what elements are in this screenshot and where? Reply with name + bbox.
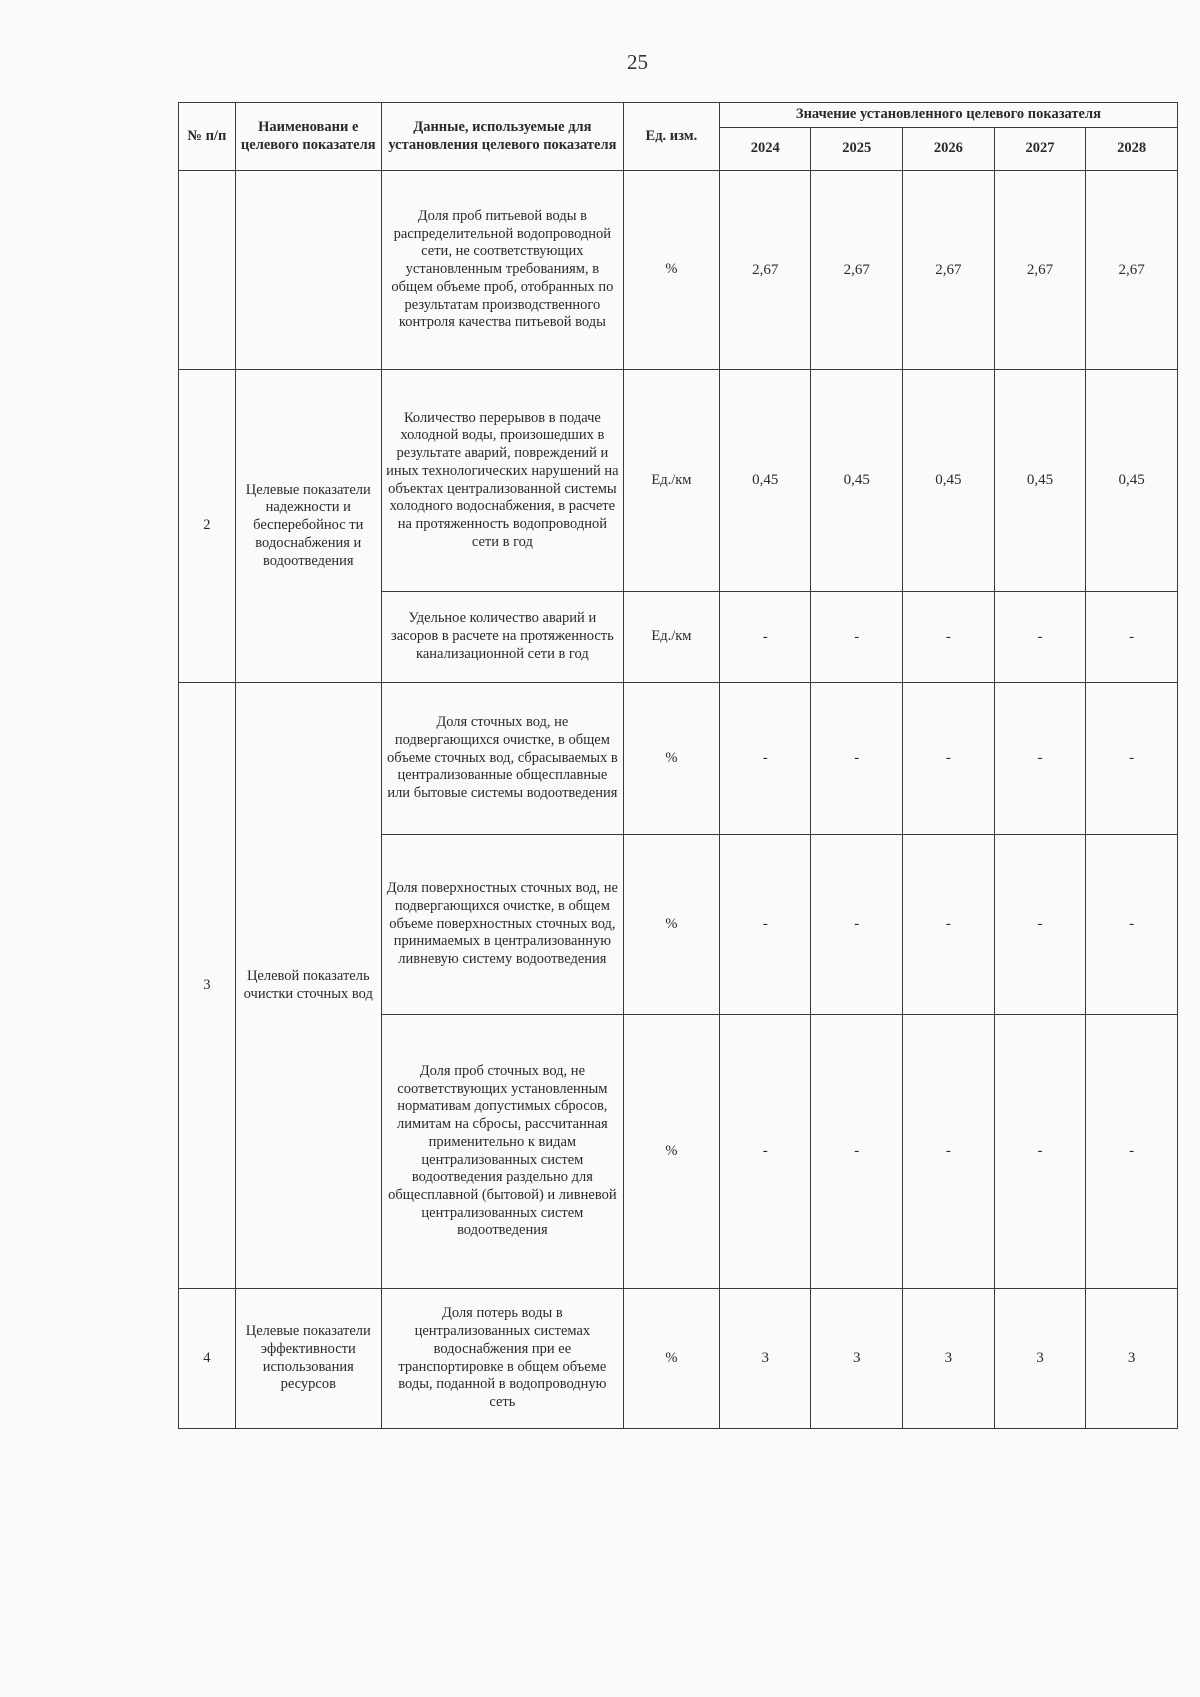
- value-cell: 3: [994, 1289, 1086, 1429]
- unit-cell: %: [623, 1289, 719, 1429]
- indicator-data: Доля потерь воды в централизованных системах водоснабжения при ее транспортировке в общем объеме воды, поданной в водопроводную сеть: [381, 1289, 623, 1429]
- value-cell: 0,45: [719, 370, 811, 592]
- header-year: 2024: [719, 128, 811, 171]
- value-cell: -: [811, 592, 903, 683]
- value-cell: 3: [1086, 1289, 1178, 1429]
- indicator-data: Доля проб сточных вод, не соответствующих установленным нормативам допустимых сбросов, лимитам на сбросы, рассчитанная применительно к видам централизованных систем водоотведения раздельно для общесплавной (бытовой) и ливневой централизованных систем водоотведения: [381, 1015, 623, 1289]
- unit-cell: %: [623, 683, 719, 835]
- value-cell: 2,67: [719, 171, 811, 370]
- indicator-data: Доля поверхностных сточных вод, не подвергающихся очистке, в общем объеме поверхностных сточных вод, принимаемых в централизованную ливневую систему водоотведения: [381, 835, 623, 1015]
- value-cell: -: [719, 835, 811, 1015]
- indicator-data: Количество перерывов в подаче холодной воды, произошедших в результате аварий, повреждений и иных технологических нарушений на объектах централизованной системы холодного водоснабжения, в расчете на протяженность водопроводной сети в год: [381, 370, 623, 592]
- header-year: 2025: [811, 128, 903, 171]
- value-cell: 2,67: [903, 171, 995, 370]
- unit-cell: Ед./км: [623, 370, 719, 592]
- value-cell: -: [719, 592, 811, 683]
- value-cell: -: [903, 835, 995, 1015]
- row-number: 2: [179, 370, 236, 683]
- value-cell: -: [811, 683, 903, 835]
- value-cell: -: [1086, 1015, 1178, 1289]
- table-row: [179, 370, 1178, 592]
- value-cell: 2,67: [1086, 171, 1178, 370]
- value-cell: 3: [811, 1289, 903, 1429]
- header-row-1: [179, 103, 1178, 128]
- table-row: [179, 171, 1178, 370]
- value-cell: -: [811, 1015, 903, 1289]
- value-cell: -: [903, 1015, 995, 1289]
- value-cell: -: [903, 592, 995, 683]
- indicator-name: [235, 171, 381, 370]
- target-indicators-table: [178, 102, 1178, 1429]
- indicator-data: Доля проб питьевой воды в распределительной водопроводной сети, не соответствующих установленным требованиям, в общем объеме проб, отобранных по результатам производственного контроля качества питьевой воды: [381, 171, 623, 370]
- value-cell: 0,45: [811, 370, 903, 592]
- header-name: Наименовани е целевого показателя: [235, 103, 381, 171]
- unit-cell: %: [623, 835, 719, 1015]
- header-num: № п/п: [179, 103, 236, 171]
- value-cell: -: [994, 1015, 1086, 1289]
- indicator-name: Целевой показатель очистки сточных вод: [235, 683, 381, 1289]
- value-cell: 2,67: [994, 171, 1086, 370]
- header-year: 2028: [1086, 128, 1178, 171]
- header-unit: Ед. изм.: [623, 103, 719, 171]
- value-cell: -: [994, 683, 1086, 835]
- indicator-data: Удельное количество аварий и засоров в расчете на протяженность канализационной сети в год: [381, 592, 623, 683]
- value-cell: 0,45: [903, 370, 995, 592]
- header-values-title: Значение установленного целевого показателя: [719, 103, 1177, 128]
- value-cell: -: [994, 835, 1086, 1015]
- indicator-name: Целевые показатели эффективности использования ресурсов: [235, 1289, 381, 1429]
- table-row: [179, 683, 1178, 835]
- value-cell: 3: [719, 1289, 811, 1429]
- indicator-name: Целевые показатели надежности и бесперебойнос ти водоснабжения и водоотведения: [235, 370, 381, 683]
- indicator-data: Доля сточных вод, не подвергающихся очистке, в общем объеме сточных вод, сбрасываемых в централизованные общесплавные или бытовые системы водоотведения: [381, 683, 623, 835]
- value-cell: -: [719, 1015, 811, 1289]
- value-cell: -: [1086, 592, 1178, 683]
- value-cell: 2,67: [811, 171, 903, 370]
- value-cell: -: [1086, 835, 1178, 1015]
- table-row: [179, 1289, 1178, 1429]
- unit-cell: Ед./км: [623, 592, 719, 683]
- value-cell: 3: [903, 1289, 995, 1429]
- value-cell: -: [811, 835, 903, 1015]
- header-year: 2027: [994, 128, 1086, 171]
- value-cell: 0,45: [1086, 370, 1178, 592]
- row-number: [179, 171, 236, 370]
- unit-cell: %: [623, 171, 719, 370]
- value-cell: -: [903, 683, 995, 835]
- value-cell: -: [1086, 683, 1178, 835]
- value-cell: -: [994, 592, 1086, 683]
- header-year: 2026: [903, 128, 995, 171]
- value-cell: 0,45: [994, 370, 1086, 592]
- row-number: 3: [179, 683, 236, 1289]
- header-data: Данные, используемые для установления целевого показателя: [381, 103, 623, 171]
- page-number: 25: [627, 50, 648, 74]
- value-cell: -: [719, 683, 811, 835]
- row-number: 4: [179, 1289, 236, 1429]
- unit-cell: %: [623, 1015, 719, 1289]
